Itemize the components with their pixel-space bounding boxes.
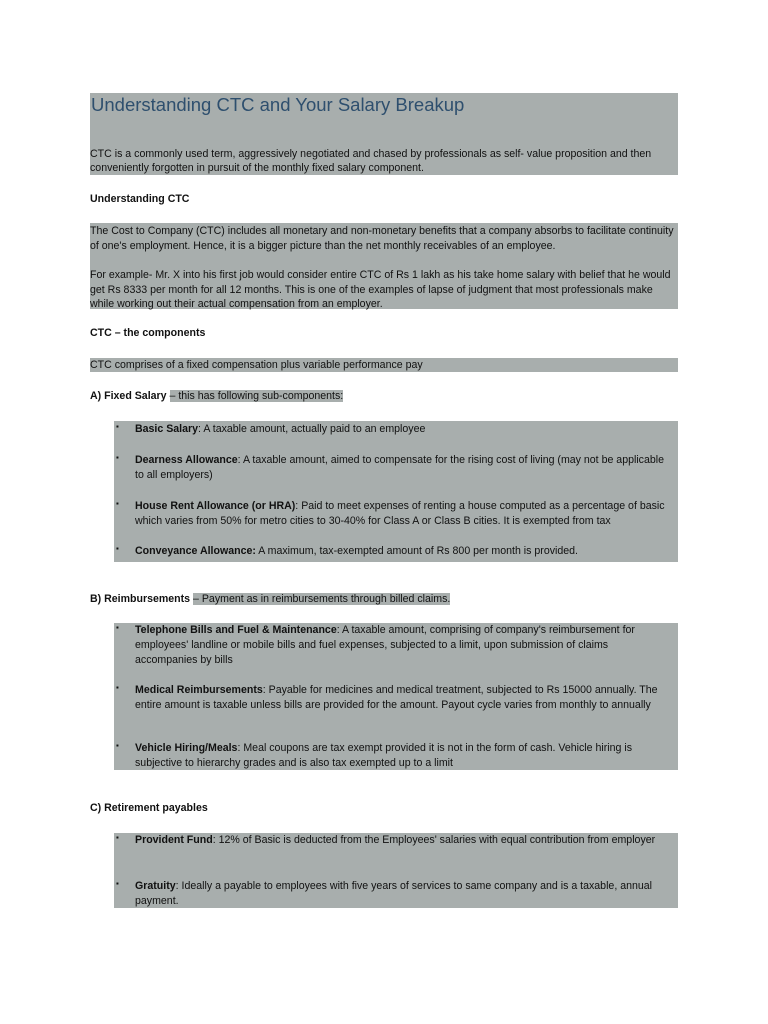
item-separator: : — [198, 423, 201, 435]
understanding-paragraph-2: For example- Mr. X into his first job would consider entire CTC of Rs 1 lakh as his take home salary with belief that he would get Rs 8333 per month for all 12 months. This is one of the examples of lapse of judgment that most professionals make while working out their actual compensation from an employer. — [90, 269, 671, 310]
bullet-marker: ▪ — [116, 683, 119, 692]
section-heading-fixed-salary — [90, 390, 343, 402]
reimbursements-list — [114, 623, 678, 770]
item-term: Telephone Bills and Fuel & Maintenance — [135, 624, 337, 636]
item-term: Conveyance Allowance: — [135, 545, 256, 557]
section-heading-understanding: Understanding CTC — [90, 193, 190, 205]
item-term: House Rent Allowance (or HRA) — [135, 500, 296, 512]
item-description: Paid to meet expenses of renting a house computed as a percentage of basic which varies from 50% for metro cities to 30-40% for Class A or Class B cities. It is exempted from tax — [135, 500, 665, 527]
retirement-list — [114, 833, 678, 908]
item-description: A maximum, tax-exempted amount of Rs 800 per month is provided. — [255, 545, 578, 557]
fixed-salary-subheading: – this has following sub-components: — [169, 390, 344, 402]
item-separator: : — [175, 880, 179, 892]
reimbursements-label: B) Reimbursements — [90, 593, 191, 605]
item-term: Provident Fund — [135, 834, 213, 846]
fixed-salary-label: A) Fixed Salary — [90, 390, 167, 402]
bullet-marker: ▪ — [116, 544, 119, 553]
item-description: 12% of Basic is deducted from the Employees' salaries with equal contribution from employer — [215, 834, 656, 846]
item-term: Dearness Allowance — [135, 454, 238, 466]
item-separator: : — [295, 500, 299, 512]
bullet-marker: ▪ — [116, 623, 119, 632]
item-term: Medical Reimbursements — [135, 684, 263, 696]
item-description: A taxable amount, aimed to compensate for the rising cost of living (may not be applicable to all employers) — [135, 454, 665, 481]
bullet-marker: ▪ — [116, 453, 119, 462]
item-description: A taxable amount, actually paid to an employee — [200, 423, 426, 435]
section-heading-retirement: C) Retirement payables — [90, 802, 208, 814]
understanding-block — [90, 223, 678, 309]
item-description: Payable for medicines and medical treatment, subjected to Rs 15000 annually. The entire amount is taxable unless bills are provided for the amount. Payout cycle varies from monthly to annually — [135, 684, 658, 711]
bullet-marker: ▪ — [116, 879, 119, 888]
item-term: Gratuity — [135, 880, 176, 892]
components-text: CTC comprises of a fixed compensation plus variable performance pay — [90, 359, 423, 371]
item-separator: : — [262, 684, 266, 696]
bullet-marker: ▪ — [116, 422, 119, 431]
item-description: Ideally a payable to employees with five years of services to same company and is a taxable, annual payment. — [135, 880, 653, 907]
bullet-marker: ▪ — [116, 741, 119, 750]
intro-paragraph: CTC is a commonly used term, aggressively negotiated and chased by professionals as self- value proposition and then conveniently forgotten in pursuit of the monthly fixed salary component. — [90, 148, 652, 174]
item-term: Basic Salary — [135, 423, 199, 435]
item-term: Vehicle Hiring/Meals — [135, 742, 238, 754]
item-separator: : — [336, 624, 340, 636]
understanding-paragraph-1: The Cost to Company (CTC) includes all monetary and non-monetary benefits that a company absorbs to facilitate continuity of one's employment. Hence, it is a bigger picture than the net monthly receivables of an employee. — [90, 225, 674, 252]
bullet-marker: ▪ — [116, 833, 119, 842]
reimbursements-subheading: – Payment as in reimbursements through billed claims. — [193, 593, 451, 605]
components-block — [90, 358, 678, 372]
item-separator: : — [237, 742, 241, 754]
item-description: Meal coupons are tax exempt provided it is not in the form of cash. Vehicle hiring is subjective to hierarchy grades and is also tax exempted up to a limit — [135, 742, 632, 769]
fixed-salary-list — [114, 421, 678, 562]
page-title: Understanding CTC and Your Salary Breakup — [91, 94, 465, 115]
title-block — [90, 93, 678, 175]
item-separator: : — [237, 454, 241, 466]
section-heading-components: CTC – the components — [90, 327, 206, 339]
section-heading-reimbursements — [90, 593, 450, 605]
bullet-marker: ▪ — [116, 499, 119, 508]
item-description: A taxable amount, comprising of company's reimbursement for employees' landline or mobile bills and fuel expenses, subjected to a limit, upon submission of claims accompanies by bills — [135, 624, 635, 666]
item-separator: : — [212, 834, 216, 846]
